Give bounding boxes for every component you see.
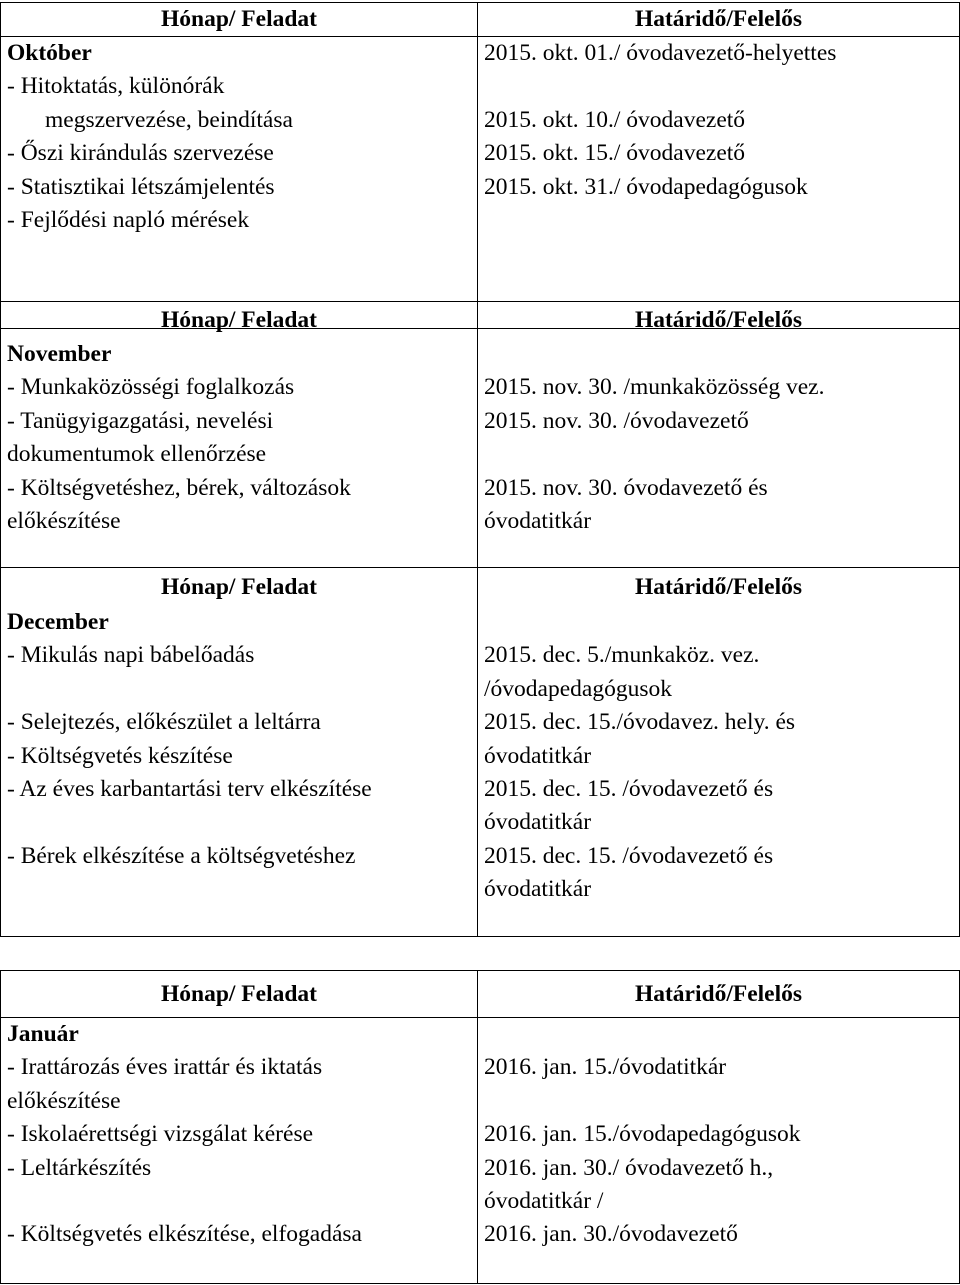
task-line: - Fejlődési napló mérések bbox=[7, 207, 250, 234]
deadline-line: 2015. okt. 10./ óvodavezető bbox=[484, 106, 746, 133]
table-row bbox=[1, 1018, 960, 1284]
task-line: - Az éves karbantartási terv elkészítése bbox=[7, 776, 372, 803]
table-row bbox=[1, 37, 960, 329]
deadline-line: óvodatitkár bbox=[484, 876, 592, 903]
task-column-header: Hónap/ Feladat bbox=[160, 574, 318, 600]
deadline-line: óvodatitkár bbox=[484, 742, 592, 769]
task-line: - Leltárkészítés bbox=[7, 1154, 152, 1181]
deadline-line bbox=[484, 1085, 953, 1118]
task-column-header: Hónap/ Feladat bbox=[1, 3, 478, 37]
deadline-cell bbox=[478, 1018, 959, 1252]
task-line bbox=[7, 806, 471, 839]
deadline-line: 2015. dec. 15. /óvodavezető és bbox=[484, 776, 774, 803]
deadline-line: 2015. okt. 31./ óvodapedagógusok bbox=[484, 173, 808, 200]
month-title: December bbox=[7, 609, 109, 635]
task-line bbox=[7, 673, 471, 706]
task-line: - Költségvetés elkészítése, elfogadása bbox=[7, 1221, 362, 1248]
task-line: - Irattározás éves irattár és iktatás bbox=[7, 1054, 323, 1081]
deadline-line: 2015. okt. 15./ óvodavezető bbox=[484, 140, 746, 167]
task-column-header: Hónap/ Feladat bbox=[1, 971, 478, 1018]
deadline-cell bbox=[478, 606, 959, 907]
task-column-header: Hónap/ Feladat bbox=[160, 307, 318, 333]
deadline-line: 2016. jan. 15./óvodapedagógusok bbox=[484, 1121, 801, 1148]
task-cell bbox=[1, 1018, 477, 1252]
deadline-line: 2015. nov. 30. /munkaközösség vez. bbox=[484, 374, 825, 401]
task-line: - Tanügyigazgatási, nevelési bbox=[7, 407, 274, 434]
deadline-cell bbox=[478, 338, 959, 538]
month-title: Október bbox=[7, 40, 92, 66]
task-line: - Költségvetés készítése bbox=[7, 742, 233, 769]
task-line: előkészítése bbox=[7, 1087, 121, 1114]
deadline-line: óvodatitkár / bbox=[484, 1188, 604, 1214]
task-line: - Munkaközösségi foglalkozás bbox=[7, 374, 295, 401]
deadline-line: 2015. okt. 01./ óvodavezető-helyettes bbox=[484, 40, 837, 66]
task-cell bbox=[1, 338, 477, 538]
month-title: Január bbox=[7, 1021, 79, 1047]
november-december-table bbox=[0, 301, 960, 937]
table-row bbox=[1, 568, 960, 937]
deadline-line: /óvodapedagógusok bbox=[484, 675, 672, 702]
deadline-line bbox=[484, 70, 953, 103]
table-row bbox=[1, 302, 960, 568]
task-line: - Költségvetéshez, bérek, változások bbox=[7, 474, 351, 501]
deadline-line: 2015. nov. 30. óvodavezető és bbox=[484, 474, 768, 501]
deadline-line: 2016. jan. 15./óvodatitkár bbox=[484, 1054, 727, 1081]
task-line: - Statisztikai létszámjelentés bbox=[7, 173, 275, 200]
deadline-column-header: Határidő/Felelős bbox=[478, 3, 960, 37]
month-title: November bbox=[7, 341, 112, 367]
task-line: - Iskolaérettségi vizsgálat kérése bbox=[7, 1121, 314, 1148]
task-line: dokumentumok ellenőrzése bbox=[7, 441, 267, 468]
task-line: - Mikulás napi bábelőadás bbox=[7, 642, 255, 669]
task-line: előkészítése bbox=[7, 508, 121, 535]
table-header-row bbox=[1, 3, 960, 37]
october-table bbox=[0, 2, 960, 329]
task-cell bbox=[1, 606, 477, 873]
task-line: - Őszi kirándulás szervezése bbox=[7, 140, 274, 167]
deadline-line: óvodatitkár bbox=[484, 809, 592, 836]
deadline-column-header: Határidő/Felelős bbox=[634, 574, 803, 600]
deadline-column-header: Határidő/Felelős bbox=[634, 307, 803, 333]
task-line: - Hitoktatás, különórák bbox=[7, 73, 225, 100]
deadline-line: 2015. dec. 15./óvodavez. hely. és bbox=[484, 709, 796, 736]
deadline-line: 2015. dec. 5./munkaköz. vez. bbox=[484, 642, 760, 669]
table-header-row bbox=[1, 971, 960, 1018]
deadline-line: 2015. dec. 15. /óvodavezető és bbox=[484, 842, 774, 869]
deadline-line: 2016. jan. 30./ óvodavezető h., bbox=[484, 1154, 774, 1181]
deadline-column-header: Határidő/Felelős bbox=[478, 971, 960, 1018]
deadline-line: 2015. nov. 30. /óvodavezető bbox=[484, 407, 749, 434]
deadline-cell bbox=[478, 37, 959, 204]
task-line bbox=[7, 1185, 471, 1218]
task-line: - Selejtezés, előkészület a leltárra bbox=[7, 709, 321, 736]
january-table bbox=[0, 970, 960, 1284]
task-cell bbox=[1, 37, 477, 237]
deadline-line: óvodatitkár bbox=[484, 508, 592, 534]
deadline-line bbox=[484, 438, 953, 471]
task-line: - Bérek elkészítése a költségvetéshez bbox=[7, 842, 356, 869]
deadline-line: 2016. jan. 30./óvodavezető bbox=[484, 1221, 738, 1248]
task-line: megszervezése, beindítása bbox=[45, 106, 293, 133]
